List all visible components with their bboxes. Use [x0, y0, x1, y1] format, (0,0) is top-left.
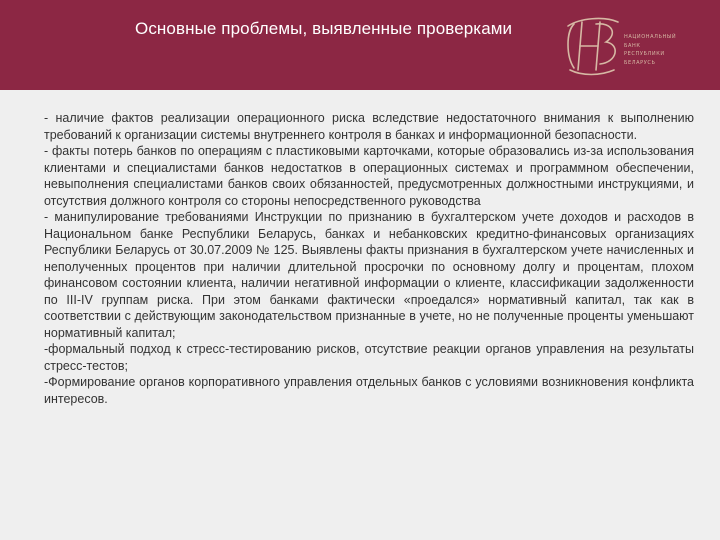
finding-paragraph: -формальный подход к стресс-тестированию рисков, отсутствие реакции органов управления на результаты стресс-тестов; — [44, 342, 694, 373]
finding-paragraph: - манипулирование требованиями Инструкции по признанию в бухгалтерском учете доходов и расходов в Национальном банке Республики Беларусь, банках и небанковских кредитно-финансовых организациях Республики Беларусь от 30.07.2009 № 125. Выявлены факты признания в бухгалтерском учете начисленных и неполученных процентов при наличии длительной просрочки по основному долгу и процентам, плохом финансовом состоянии клиента, наличии негативной информации о клиенте, классификации задолженности по III-IV группам риска. При этом банками фактически «проедался» нормативный капитал, так как в соответствии с действующим законодательством признанные в учете, но не полученные проценты уменьшают нормативный капитал; — [44, 210, 694, 340]
findings-text — [44, 110, 694, 407]
finding-paragraph: -Формирование органов корпоративного управления отдельных банков с условиями возникновения конфликта интересов. — [44, 375, 694, 406]
finding-paragraph: - факты потерь банков по операциям с пластиковыми карточками, которые образовались из-за использования клиентами и специалистами банков недостатков в операционных системах и программном обеспечении, невыполнения специалистами банков своих обязанностей, предусмотренных должностными инструкциями, и отсутствия должного контроля со стороны непосредственного руководства — [44, 144, 694, 208]
header-bar — [0, 0, 720, 90]
national-bank-logo — [560, 12, 710, 80]
slide-title: Основные проблемы, выявленные проверками — [135, 19, 513, 38]
finding-paragraph: - наличие фактов реализации операционного риска вследствие недостаточного внимания к выполнению требований к организации системы внутреннего контроля в банках и информационной безопасности. — [44, 111, 694, 142]
logo-caption: НАЦИОНАЛЬНЫЙ БАНК РЕСПУБЛИКИ БЕЛАРУСЬ — [624, 34, 677, 66]
monogram-icon — [560, 12, 624, 80]
